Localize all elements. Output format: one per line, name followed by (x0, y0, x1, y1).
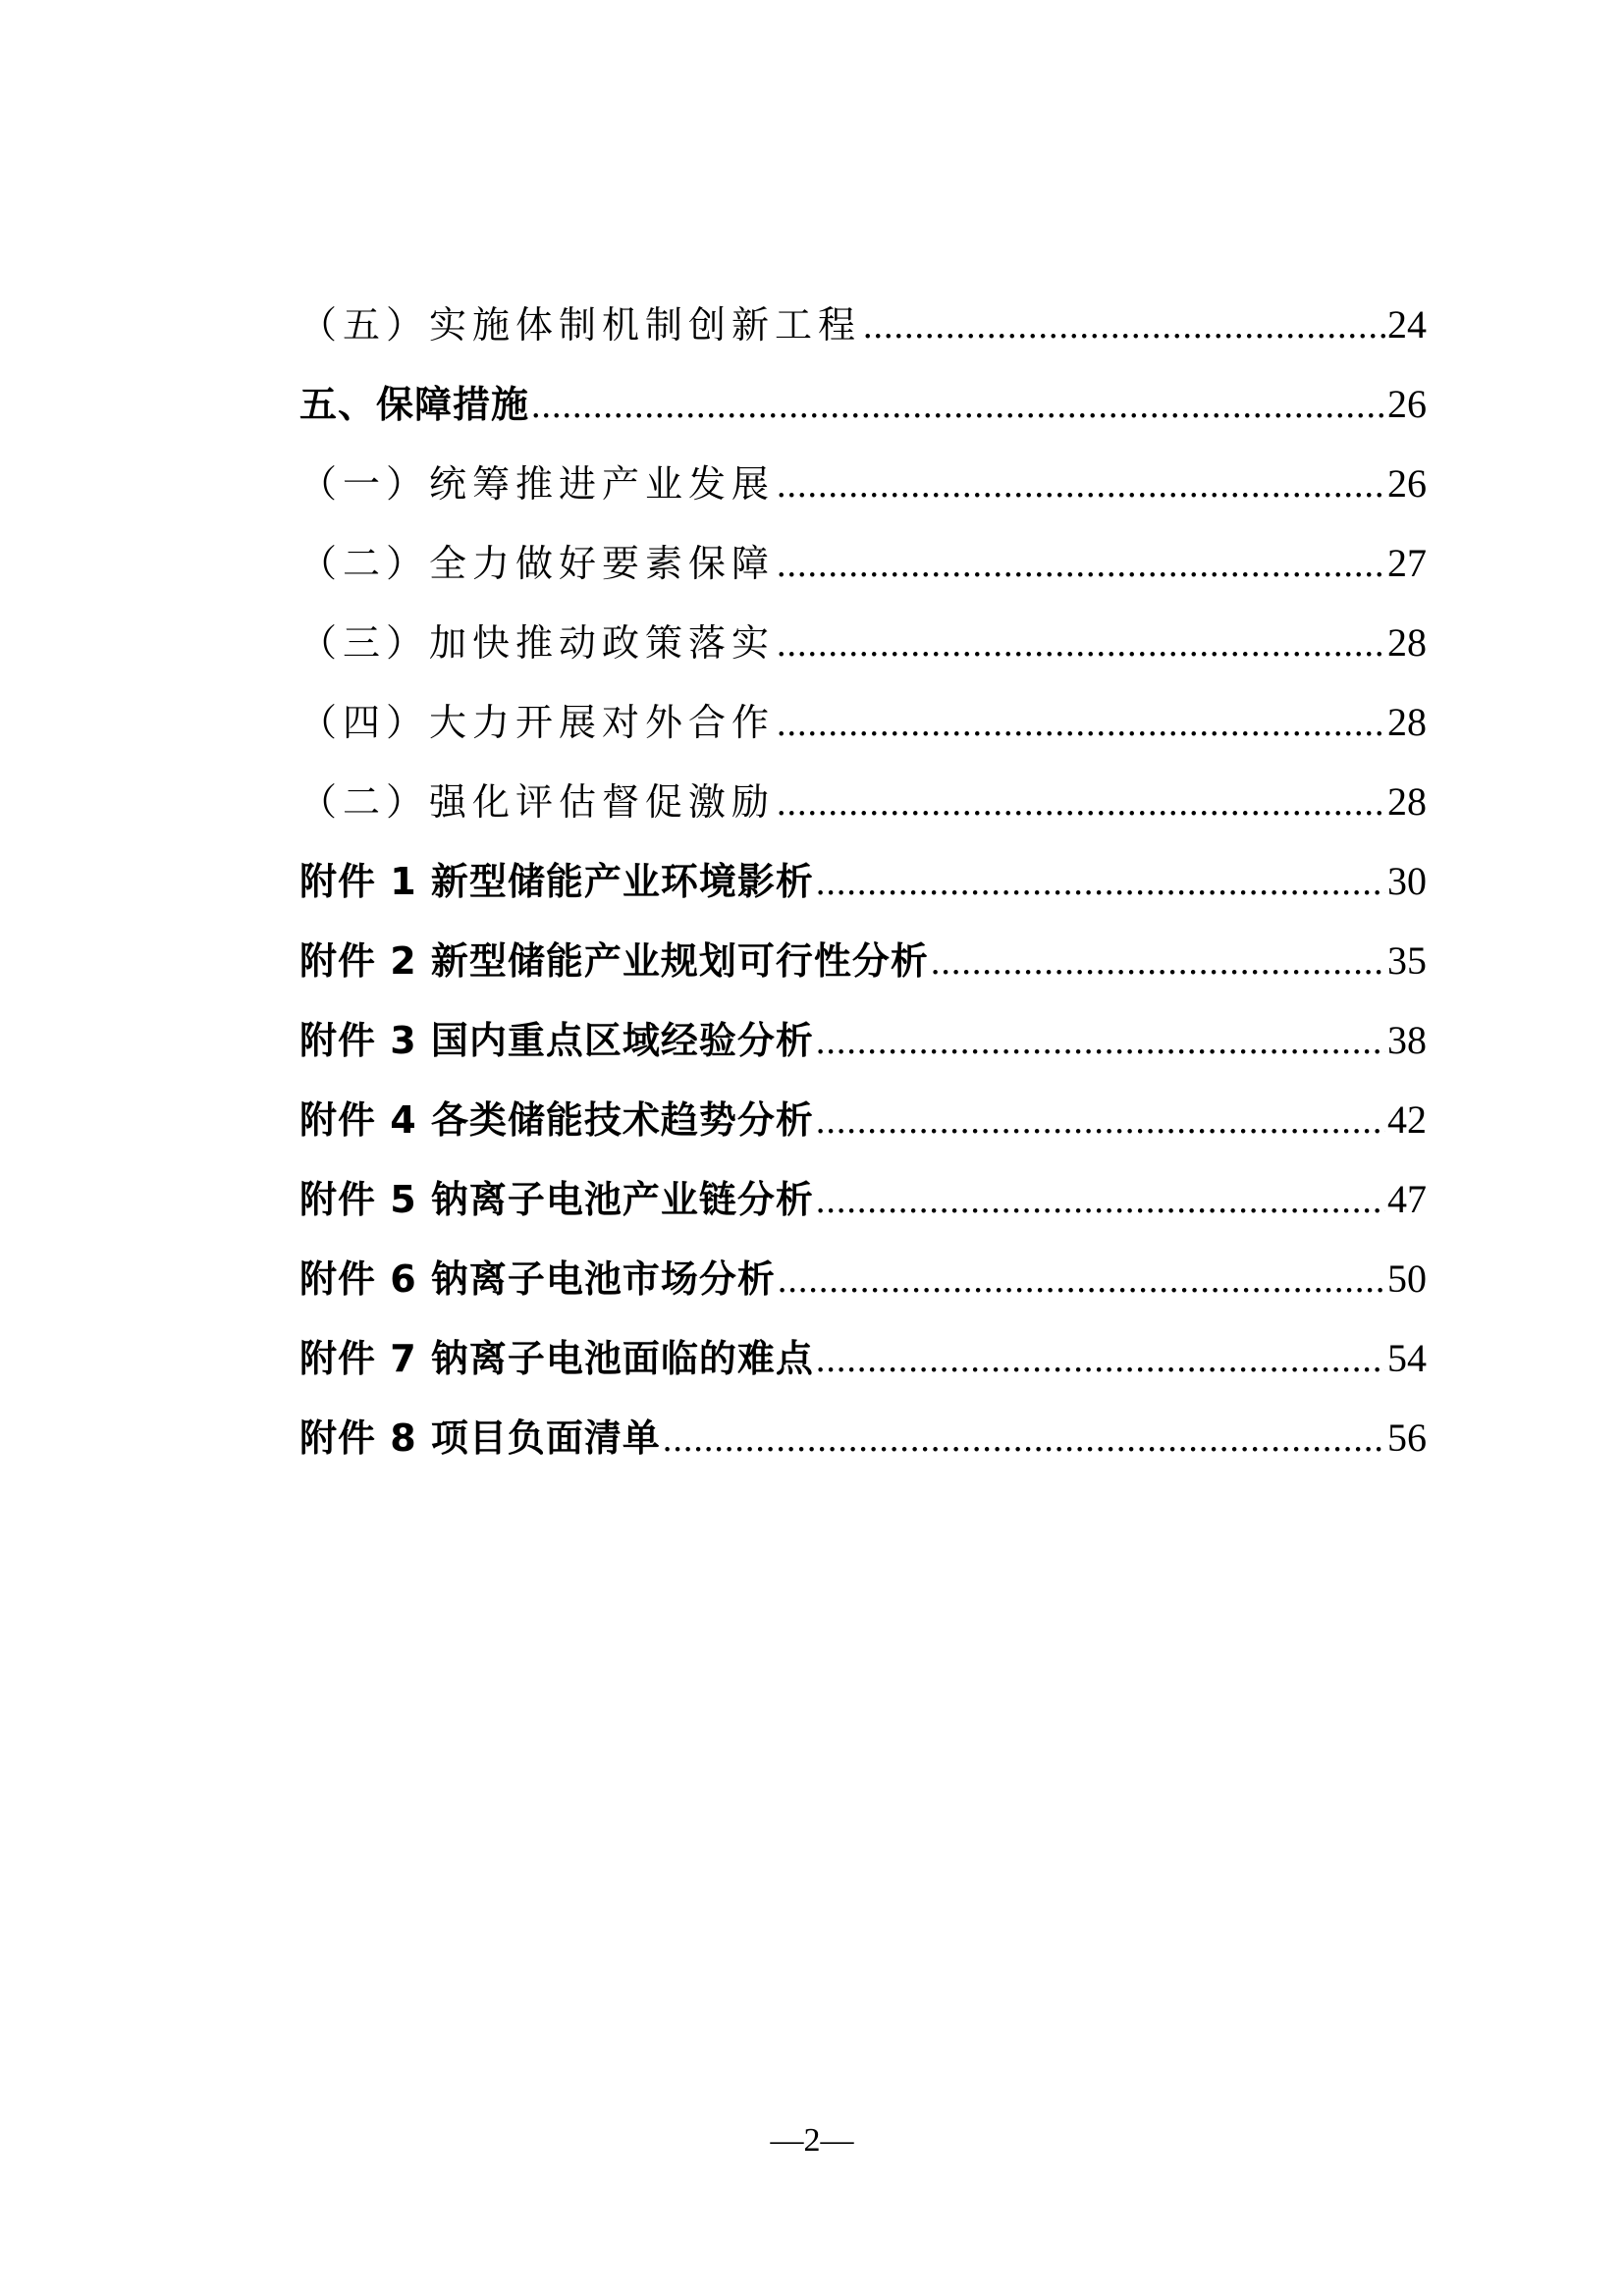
toc-entry-page: 28 (1387, 700, 1427, 744)
toc-entry-title: （一）统筹推进产业发展 (299, 462, 776, 506)
toc-leader-dots (778, 1241, 1385, 1320)
toc-entry (299, 1000, 1427, 1080)
toc-leader-dots (863, 287, 1385, 366)
toc-entry-page: 42 (1387, 1097, 1427, 1142)
toc-entry (299, 921, 1427, 1000)
toc-entry-page: 28 (1387, 779, 1427, 824)
toc-entry (299, 841, 1427, 921)
toc-entry-title: 附件 2 新型储能产业规划可行性分析 (299, 939, 929, 983)
toc-entry-page: 27 (1387, 541, 1427, 585)
toc-entry-title: 附件 5 钠离子电池产业链分析 (299, 1178, 814, 1221)
toc-entry-title: 附件 3 国内重点区域经验分析 (299, 1019, 814, 1062)
toc-entry-title: （五）实施体制机制创新工程 (299, 303, 862, 347)
toc-entry (299, 444, 1427, 523)
toc-entry-page: 38 (1387, 1018, 1427, 1062)
page-number-footer: —2— (770, 2122, 854, 2159)
toc-entry-page: 35 (1387, 938, 1427, 983)
toc-leader-dots (777, 684, 1385, 764)
table-of-contents (299, 285, 1427, 1477)
toc-entry-page: 24 (1387, 302, 1427, 347)
toc-entry-title: （二）全力做好要素保障 (299, 542, 776, 585)
toc-leader-dots (777, 605, 1385, 684)
toc-entry-title: 附件 8 项目负面清单 (299, 1416, 661, 1460)
toc-entry-title: 附件 6 钠离子电池市场分析 (299, 1257, 776, 1301)
toc-leader-dots (777, 525, 1385, 605)
toc-entry (299, 762, 1427, 841)
toc-entry (299, 364, 1427, 444)
toc-entry-page: 26 (1387, 382, 1427, 426)
toc-entry (299, 1398, 1427, 1477)
toc-entry-title: （四）大力开展对外合作 (299, 701, 776, 744)
toc-entry (299, 603, 1427, 682)
toc-entry-page: 30 (1387, 859, 1427, 903)
toc-entry (299, 682, 1427, 762)
toc-leader-dots (816, 1002, 1385, 1082)
toc-entry-page: 47 (1387, 1177, 1427, 1221)
toc-leader-dots (816, 843, 1385, 923)
toc-entry-title: 附件 7 钠离子电池面临的难点 (299, 1337, 814, 1380)
toc-entry (299, 523, 1427, 603)
toc-leader-dots (777, 446, 1385, 525)
toc-entry-title: 附件 1 新型储能产业环境影析 (299, 860, 814, 903)
toc-entry (299, 1239, 1427, 1318)
toc-entry-page: 56 (1387, 1415, 1427, 1460)
toc-entry-title: （二）强化评估督促激励 (299, 780, 776, 824)
toc-entry-page: 54 (1387, 1336, 1427, 1380)
toc-entry-title: （三）加快推动政策落实 (299, 621, 776, 665)
toc-leader-dots (931, 923, 1385, 1002)
toc-leader-dots (816, 1161, 1385, 1241)
toc-leader-dots (531, 366, 1385, 446)
toc-leader-dots (663, 1400, 1385, 1479)
toc-leader-dots (816, 1320, 1385, 1400)
toc-entry-title: 附件 4 各类储能技术趋势分析 (299, 1098, 814, 1142)
toc-entry (299, 285, 1427, 364)
toc-entry (299, 1318, 1427, 1398)
toc-entry (299, 1080, 1427, 1159)
toc-leader-dots (777, 764, 1385, 843)
toc-entry-page: 28 (1387, 620, 1427, 665)
toc-leader-dots (816, 1082, 1385, 1161)
toc-entry-page: 26 (1387, 461, 1427, 506)
toc-entry-title: 五、保障措施 (299, 383, 530, 426)
toc-entry (299, 1159, 1427, 1239)
toc-entry-page: 50 (1387, 1256, 1427, 1301)
